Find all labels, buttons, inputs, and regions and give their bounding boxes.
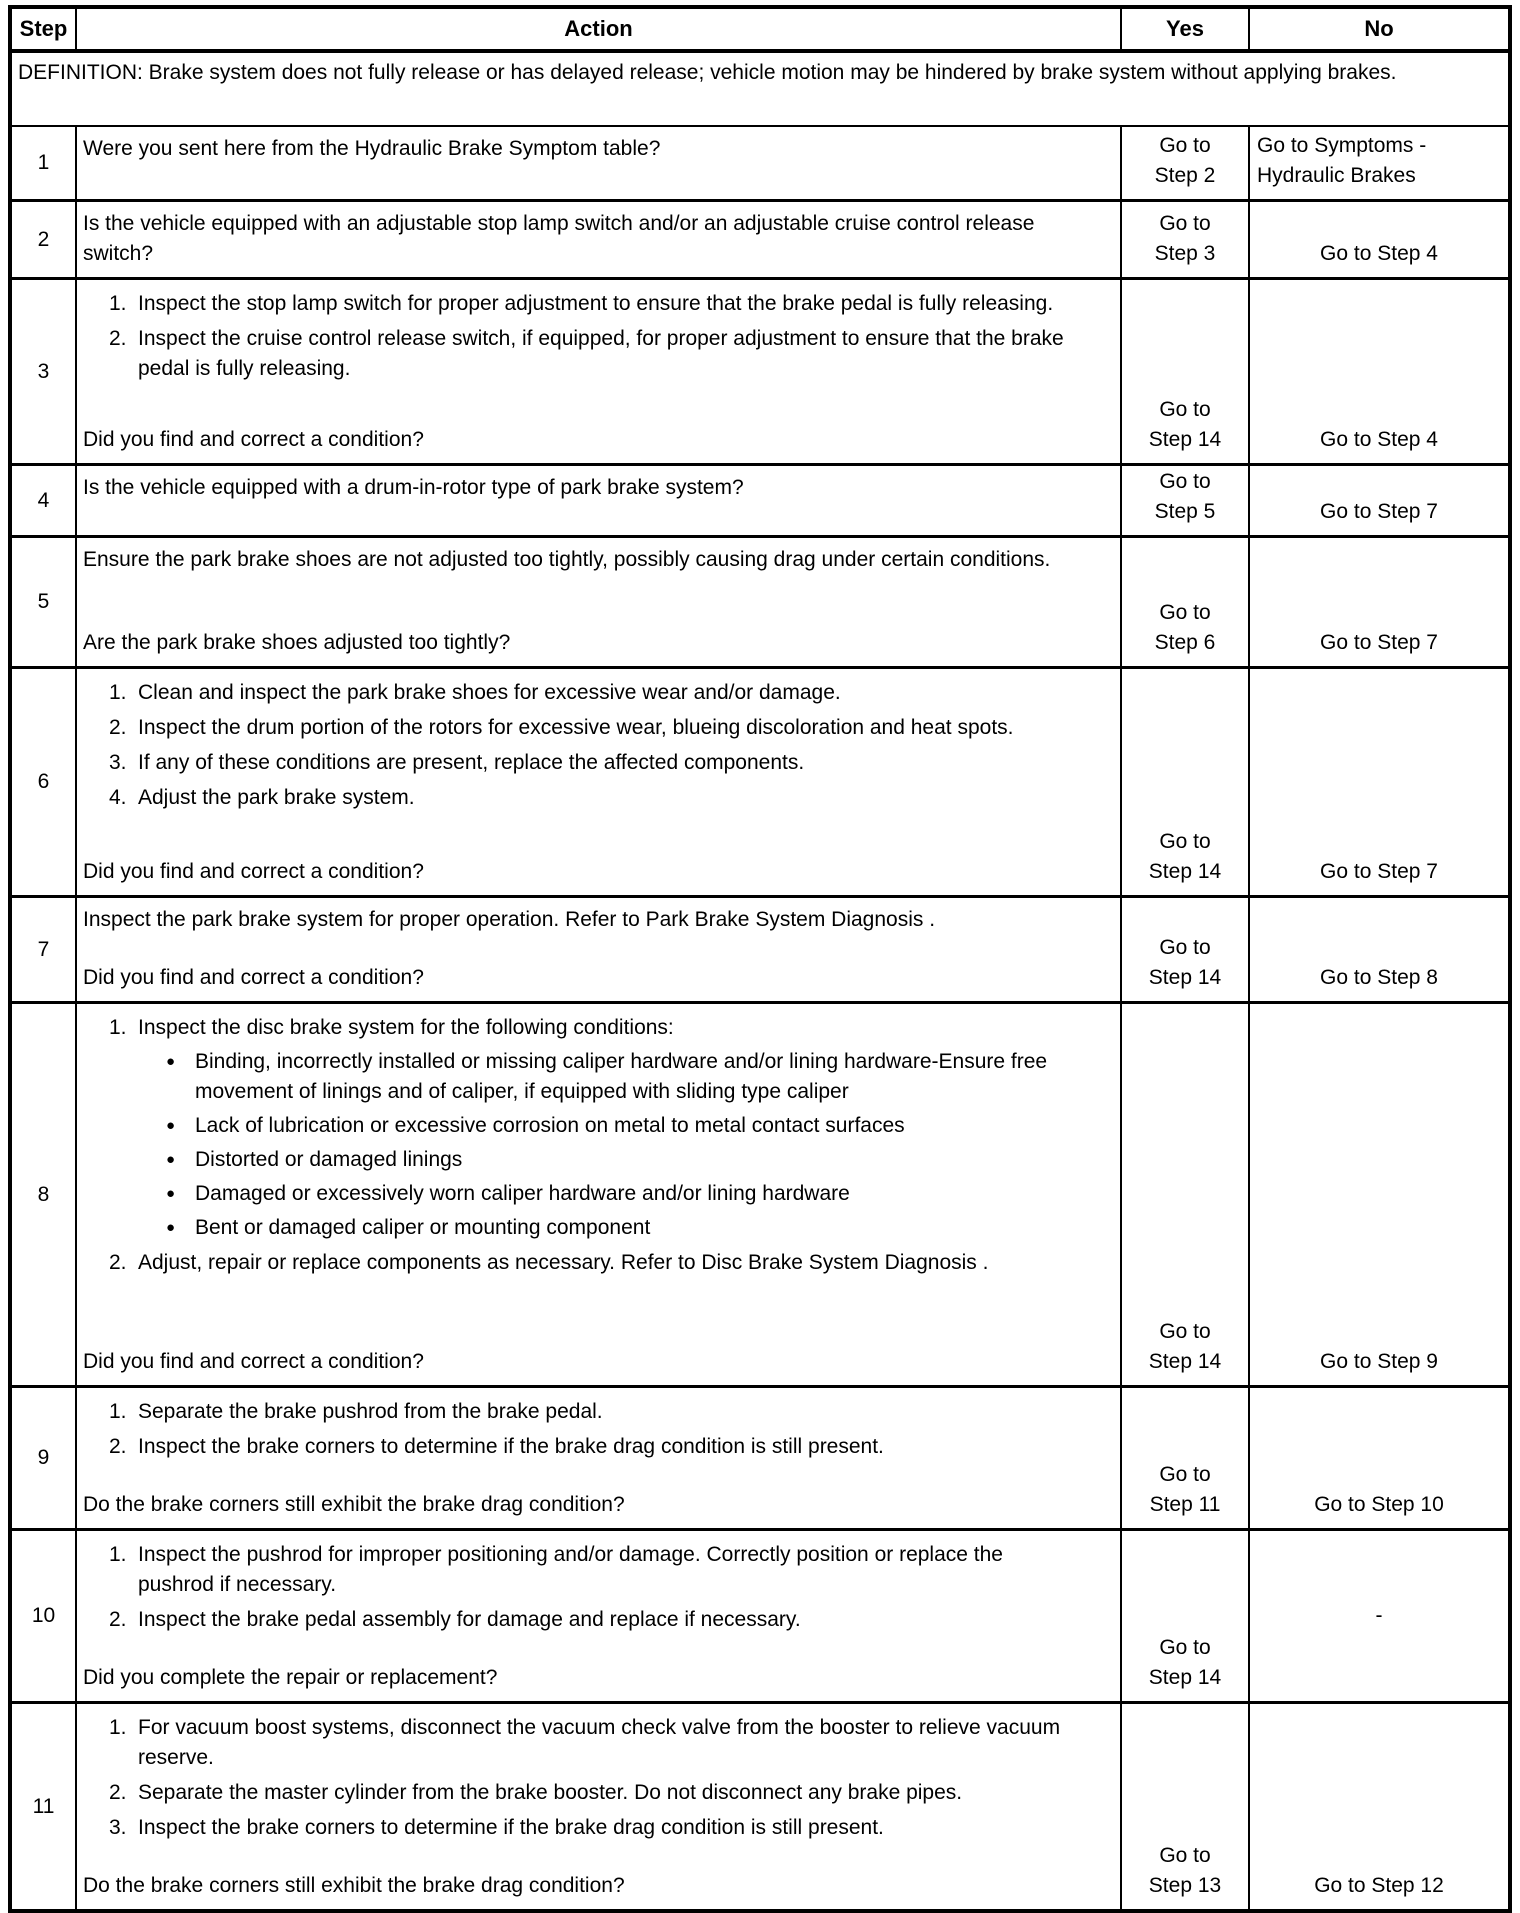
no-cell: [1250, 669, 1508, 895]
list-item-number: 4.: [109, 786, 127, 809]
yes-cell-line: Go to: [1159, 1636, 1211, 1659]
no-cell-line: Go to Step 12: [1314, 1874, 1444, 1897]
yes-cell-line: Step 2: [1154, 164, 1216, 187]
action-cell: [77, 898, 1122, 1001]
step-cell: 9: [12, 1388, 77, 1528]
list-item-text: Inspect the brake corners to determine if the brake drag condition is still present.: [138, 1816, 884, 1839]
yes-cell-line: Go to: [1159, 398, 1211, 421]
action-numbered-list: [83, 1395, 1070, 1462]
action-question: Do the brake corners still exhibit the brake drag condition?: [83, 1493, 625, 1516]
yes-cell: [1122, 466, 1250, 535]
list-item-text: Adjust the park brake system.: [138, 786, 415, 809]
yes-cell: [1122, 127, 1250, 199]
bullet-icon: ●: [166, 1117, 176, 1134]
table-body: [12, 127, 1508, 1909]
column-header-step: Step: [12, 9, 77, 49]
action-list-item: [83, 1397, 1070, 1427]
column-header-action: Action: [77, 9, 1122, 49]
bullet-item-text: Lack of lubrication or excessive corrosion on metal to metal contact surfaces: [195, 1114, 905, 1137]
yes-cell: [1122, 1531, 1250, 1701]
bullet-item: [138, 1213, 1058, 1243]
step-cell: 5: [12, 538, 77, 666]
yes-cell-line: Go to: [1159, 1320, 1211, 1343]
yes-cell-line: Go to: [1159, 1463, 1211, 1486]
list-item-number: 2.: [109, 1435, 127, 1458]
no-cell: [1250, 1531, 1508, 1701]
action-list-item: [83, 1778, 1070, 1808]
no-cell: [1250, 466, 1508, 535]
list-item-text: Inspect the brake pedal assembly for damage and replace if necessary.: [138, 1608, 801, 1631]
yes-cell-line: Go to: [1159, 601, 1211, 624]
no-cell-line: Go to Step 8: [1320, 966, 1438, 989]
yes-cell-line: Go to: [1159, 212, 1211, 235]
action-cell: [77, 538, 1122, 666]
yes-cell-line: Step 13: [1148, 1874, 1222, 1897]
list-item-text: Inspect the stop lamp switch for proper adjustment to ensure that the brake pedal is fully releasing.: [138, 292, 1054, 315]
table-row: [12, 463, 1508, 535]
bullet-icon: ●: [166, 1151, 176, 1168]
list-item-text: Inspect the drum portion of the rotors for excessive wear, blueing discoloration and heat spots.: [138, 716, 1014, 739]
table-row: [12, 895, 1508, 1001]
step-cell: 1: [12, 127, 77, 199]
action-list-item: [83, 783, 1070, 813]
action-question: Did you find and correct a condition?: [83, 1350, 424, 1373]
list-item-number: 1.: [109, 292, 127, 315]
no-cell-line: -: [1375, 1604, 1383, 1627]
no-cell-line: Go to Step 7: [1320, 500, 1438, 523]
bullet-item: [138, 1047, 1058, 1107]
list-item-text: Separate the master cylinder from the brake booster. Do not disconnect any brake pipes.: [138, 1781, 963, 1804]
action-list-item: [83, 1432, 1070, 1462]
yes-cell-line: Step 14: [1148, 1350, 1222, 1373]
table-row: [12, 127, 1508, 199]
no-cell-line: Go to Step 10: [1314, 1493, 1444, 1516]
table-row: [12, 1385, 1508, 1528]
action-question: Did you find and correct a condition?: [83, 966, 424, 989]
list-item-text: Inspect the pushrod for improper positioning and/or damage. Correctly position or replace the pushrod if necessary.: [138, 1543, 1003, 1596]
action-paragraph: Ensure the park brake shoes are not adjusted too tightly, possibly causing drag under certain conditions.: [83, 548, 1051, 571]
yes-cell: [1122, 1704, 1250, 1909]
bullet-item: [138, 1145, 1058, 1175]
list-item-number: 2.: [109, 716, 127, 739]
step-cell: 6: [12, 669, 77, 895]
yes-cell: [1122, 202, 1250, 277]
list-item-text: For vacuum boost systems, disconnect the vacuum check valve from the booster to relieve vacuum reserve.: [138, 1716, 1061, 1769]
step-cell: 8: [12, 1004, 77, 1385]
list-item-number: 3.: [109, 1816, 127, 1839]
yes-cell: [1122, 1388, 1250, 1528]
yes-cell: [1122, 669, 1250, 895]
list-item-text: Adjust, repair or replace components as necessary. Refer to Disc Brake System Diagnosis .: [138, 1251, 989, 1274]
action-list-item: [83, 1605, 1070, 1635]
action-list-item: [83, 713, 1070, 743]
yes-cell: [1122, 898, 1250, 1001]
bullet-icon: ●: [166, 1053, 176, 1070]
list-item-number: 1.: [109, 1716, 127, 1739]
bullet-item: [138, 1179, 1058, 1209]
list-item-text: Separate the brake pushrod from the brake pedal.: [138, 1400, 603, 1423]
action-cell: [77, 280, 1122, 463]
list-item-text: If any of these conditions are present, replace the affected components.: [138, 751, 805, 774]
bullet-item-text: Damaged or excessively worn caliper hardware and/or lining hardware: [195, 1182, 850, 1205]
action-numbered-list: [83, 1538, 1070, 1635]
no-cell-line: Go to Symptoms -: [1257, 134, 1427, 157]
step-cell: 4: [12, 466, 77, 535]
step-cell: 3: [12, 280, 77, 463]
table-row: [12, 1528, 1508, 1701]
action-paragraph: Is the vehicle equipped with an adjustable stop lamp switch and/or an adjustable cruise control release switch?: [83, 212, 1035, 265]
action-cell: [77, 1004, 1122, 1385]
list-item-number: 1.: [109, 1400, 127, 1423]
action-list-item: [83, 1248, 1070, 1278]
no-cell-line: Hydraulic Brakes: [1257, 164, 1416, 187]
bullet-item-text: Binding, incorrectly installed or missing caliper hardware and/or lining hardware-Ensure free movement of linings and of caliper, if equipped with sliding type caliper: [195, 1050, 1048, 1103]
no-cell-line: Go to Step 7: [1320, 631, 1438, 654]
table-row: [12, 1701, 1508, 1909]
yes-cell-line: Step 14: [1148, 860, 1222, 883]
step-cell: 7: [12, 898, 77, 1001]
column-header-yes: Yes: [1122, 9, 1250, 49]
list-item-text: Clean and inspect the park brake shoes for excessive wear and/or damage.: [138, 681, 841, 704]
no-cell: [1250, 127, 1508, 199]
action-numbered-list: [83, 1011, 1070, 1278]
action-question: Did you find and correct a condition?: [83, 428, 424, 451]
action-list-item: [83, 1013, 1070, 1243]
no-cell: [1250, 898, 1508, 1001]
yes-cell-line: Step 6: [1154, 631, 1216, 654]
list-item-number: 2.: [109, 1781, 127, 1804]
step-cell: 2: [12, 202, 77, 277]
yes-cell-line: Step 3: [1154, 242, 1216, 265]
yes-cell-line: Go to: [1159, 830, 1211, 853]
action-question: Did you find and correct a condition?: [83, 860, 424, 883]
yes-cell: [1122, 280, 1250, 463]
no-cell: [1250, 1704, 1508, 1909]
yes-cell-line: Go to: [1159, 936, 1211, 959]
action-numbered-list: [83, 287, 1070, 384]
list-item-number: 2.: [109, 1608, 127, 1631]
bullet-item-text: Bent or damaged caliper or mounting component: [195, 1216, 651, 1239]
table-row: [12, 199, 1508, 277]
no-cell: [1250, 538, 1508, 666]
bullet-icon: ●: [166, 1219, 176, 1236]
table-row: [12, 535, 1508, 666]
no-cell: [1250, 280, 1508, 463]
table-header-row: [12, 9, 1508, 53]
bullet-item: [138, 1111, 1058, 1141]
action-cell: [77, 669, 1122, 895]
no-cell: [1250, 1004, 1508, 1385]
yes-cell-line: Step 11: [1149, 1493, 1221, 1516]
yes-cell-line: Go to: [1159, 134, 1211, 157]
action-question: Did you complete the repair or replacement?: [83, 1666, 498, 1689]
action-list-item: [83, 1813, 1070, 1843]
list-item-number: 1.: [109, 1543, 127, 1566]
action-numbered-list: [83, 676, 1070, 813]
action-question: Do the brake corners still exhibit the brake drag condition?: [83, 1874, 625, 1897]
yes-cell-line: Go to: [1159, 1844, 1211, 1867]
bullet-item-text: Distorted or damaged linings: [195, 1148, 463, 1171]
action-list-item: [83, 1540, 1070, 1600]
no-cell: [1250, 1388, 1508, 1528]
action-list-item: [83, 324, 1070, 384]
no-cell-line: Go to Step 7: [1320, 860, 1438, 883]
action-cell: [77, 127, 1122, 199]
no-cell-line: Go to Step 9: [1320, 1350, 1438, 1373]
action-cell: [77, 202, 1122, 277]
definition-row: DEFINITION: Brake system does not fully release or has delayed release; vehicle motion may be hindered by brake system without applying brakes.: [12, 53, 1508, 127]
yes-cell-line: Step 14: [1148, 428, 1222, 451]
step-cell: 10: [12, 1531, 77, 1701]
step-cell: 11: [12, 1704, 77, 1909]
no-cell: [1250, 202, 1508, 277]
action-paragraph: Is the vehicle equipped with a drum-in-rotor type of park brake system?: [83, 476, 744, 499]
yes-cell-line: Step 5: [1154, 500, 1216, 523]
action-paragraph: Inspect the park brake system for proper operation. Refer to Park Brake System Diagnosis .: [83, 908, 936, 931]
yes-cell: [1122, 1004, 1250, 1385]
yes-cell-line: Step 14: [1148, 1666, 1222, 1689]
list-item-text: Inspect the brake corners to determine if the brake drag condition is still present.: [138, 1435, 884, 1458]
list-item-number: 1.: [109, 681, 127, 704]
diagnostic-table: [8, 5, 1512, 1913]
no-cell-line: Go to Step 4: [1320, 242, 1438, 265]
list-item-number: 2.: [109, 1251, 127, 1274]
list-item-number: 2.: [109, 327, 127, 350]
list-item-text: Inspect the cruise control release switch, if equipped, for proper adjustment to ensure that the brake pedal is fully releasing.: [138, 327, 1064, 380]
action-cell: [77, 466, 1122, 535]
action-numbered-list: [83, 1711, 1070, 1843]
bullet-list: [138, 1047, 1070, 1243]
action-list-item: [83, 678, 1070, 708]
table-row: [12, 1001, 1508, 1385]
list-item-number: 3.: [109, 751, 127, 774]
list-item-number: 1.: [109, 1016, 127, 1039]
table-row: [12, 666, 1508, 895]
table-row: [12, 277, 1508, 463]
action-cell: [77, 1388, 1122, 1528]
action-list-item: [83, 1713, 1070, 1773]
action-list-item: [83, 748, 1070, 778]
action-paragraph: Were you sent here from the Hydraulic Brake Symptom table?: [83, 137, 661, 160]
yes-cell-line: Step 14: [1148, 966, 1222, 989]
action-cell: [77, 1531, 1122, 1701]
yes-cell-line: Go to: [1159, 470, 1211, 493]
column-header-no: No: [1364, 16, 1394, 41]
action-question: Are the park brake shoes adjusted too tightly?: [83, 631, 511, 654]
list-item-text: Inspect the disc brake system for the following conditions:: [138, 1016, 674, 1039]
yes-cell: [1122, 538, 1250, 666]
action-list-item: [83, 289, 1070, 319]
bullet-icon: ●: [166, 1185, 176, 1202]
action-cell: [77, 1704, 1122, 1909]
no-cell-line: Go to Step 4: [1320, 428, 1438, 451]
